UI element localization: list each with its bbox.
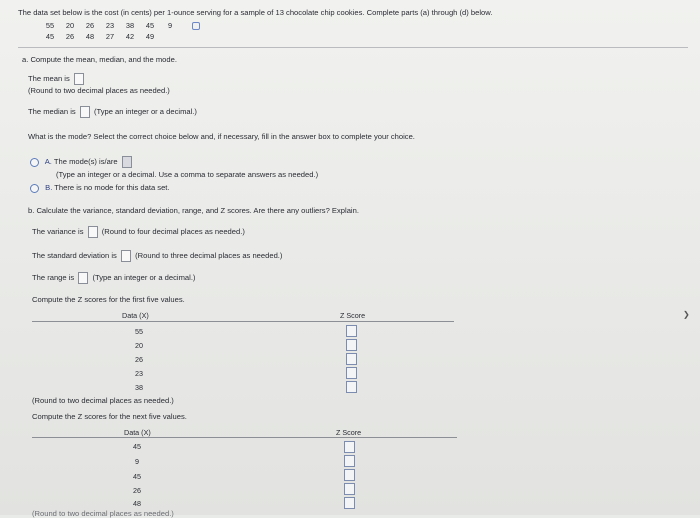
dataset-cell: 49 xyxy=(145,32,155,42)
option-b-radio[interactable] xyxy=(30,184,39,193)
z2-score-input[interactable] xyxy=(344,483,355,495)
median-label: The median is xyxy=(28,107,76,116)
mean-label: The mean is xyxy=(28,74,70,83)
dataset-cell: 20 xyxy=(65,21,75,31)
part-b-heading: b. Calculate the variance, standard deviation, range, and Z scores. Are there any outliers? Explain. xyxy=(28,206,359,215)
z-next-label: Compute the Z scores for the next five values. xyxy=(32,412,187,421)
option-a-letter: A. xyxy=(44,157,52,166)
part-a-heading: a. Compute the mean, median, and the mode. xyxy=(22,55,177,64)
z-first-label: Compute the Z scores for the first five values. xyxy=(32,295,185,304)
std-row xyxy=(32,250,282,262)
option-b-letter: B. xyxy=(45,183,53,192)
dataset-cell: 23 xyxy=(105,21,115,31)
z2-data-cell: 26 xyxy=(133,486,141,495)
option-a-text: The mode(s) is/are xyxy=(53,157,118,166)
mode-option-a[interactable] xyxy=(30,156,134,168)
z2-data-cell: 45 xyxy=(133,472,141,481)
mode-input[interactable] xyxy=(122,156,132,168)
z2-score-input[interactable] xyxy=(344,469,355,481)
mode-question: What is the mode? Select the correct choice below and, if necessary, fill in the answer box to complete your choice. xyxy=(28,132,415,141)
mean-hint: (Round to two decimal places as needed.) xyxy=(28,86,170,95)
range-input[interactable] xyxy=(78,272,88,284)
z-round-hint-2: (Round to two decimal places as needed.) xyxy=(32,509,174,518)
z1-data-cell: 23 xyxy=(135,369,143,378)
std-input[interactable] xyxy=(121,250,131,262)
z2-data-cell: 45 xyxy=(133,442,141,451)
median-hint: (Type an integer or a decimal.) xyxy=(93,107,197,116)
z2-score-input[interactable] xyxy=(344,455,355,467)
z1-score-input[interactable] xyxy=(346,339,357,351)
copy-data-icon[interactable] xyxy=(180,20,200,31)
dataset-row-2 xyxy=(40,31,200,42)
variance-row xyxy=(32,226,245,238)
dataset-table xyxy=(40,20,200,42)
option-a-hint: (Type an integer or a decimal. Use a comma to separate answers as needed.) xyxy=(56,170,319,179)
median-input[interactable] xyxy=(80,106,90,118)
mean-input[interactable] xyxy=(74,73,84,85)
dataset-row-1 xyxy=(40,20,200,31)
dataset-cell: 45 xyxy=(45,32,55,42)
variance-input[interactable] xyxy=(88,226,98,238)
range-hint: (Type an integer or a decimal.) xyxy=(92,273,196,282)
z-table-1-data-header: Data (X) xyxy=(122,311,149,320)
dataset-cell: 55 xyxy=(45,21,55,31)
z-table-2-score-header: Z Score xyxy=(336,428,362,437)
problem-prompt: The data set below is the cost (in cents) per 1-ounce serving for a sample of 13 chocolate chip cookies. Complete parts (a) through (d) below. xyxy=(18,8,493,17)
z1-data-cell: 26 xyxy=(135,355,143,364)
dataset-cell: 45 xyxy=(145,21,155,31)
scroll-arrow-icon[interactable]: ❯ xyxy=(683,310,690,319)
z1-data-cell: 20 xyxy=(135,341,143,350)
z-table-1-rule xyxy=(32,321,454,322)
z1-score-input[interactable] xyxy=(346,353,357,365)
dataset-cell: 26 xyxy=(85,21,95,31)
z-round-hint: (Round to two decimal places as needed.) xyxy=(32,396,174,405)
dataset-cell: 38 xyxy=(125,21,135,31)
z1-score-input[interactable] xyxy=(346,367,357,379)
z1-score-input[interactable] xyxy=(346,381,357,393)
mode-option-b[interactable] xyxy=(30,183,170,193)
z1-data-cell: 38 xyxy=(135,383,143,392)
dataset-cell: 48 xyxy=(85,32,95,42)
option-a-radio[interactable] xyxy=(30,158,39,167)
std-hint: (Round to three decimal places as needed.) xyxy=(135,251,283,260)
z2-score-input[interactable] xyxy=(344,497,355,509)
median-row xyxy=(28,106,197,118)
std-label: The standard deviation is xyxy=(32,251,117,260)
dataset-cell: 26 xyxy=(65,32,75,42)
variance-label: The variance is xyxy=(32,227,84,236)
z1-data-cell: 55 xyxy=(135,327,143,336)
z-table-2-data-header: Data (X) xyxy=(124,428,151,437)
range-row xyxy=(32,272,195,284)
dataset-cell: 42 xyxy=(125,32,135,42)
z2-data-cell: 9 xyxy=(135,457,139,466)
dataset-cell: 27 xyxy=(105,32,115,42)
option-b-text: There is no mode for this data set. xyxy=(54,183,170,192)
dataset-cell: 9 xyxy=(167,21,173,31)
z2-score-input[interactable] xyxy=(344,441,355,453)
z-table-2-rule xyxy=(32,437,457,438)
range-label: The range is xyxy=(32,273,75,282)
z1-score-input[interactable] xyxy=(346,325,357,337)
z-table-1-score-header: Z Score xyxy=(340,311,366,320)
mean-row xyxy=(28,73,86,85)
z2-data-cell: 48 xyxy=(133,499,141,508)
variance-hint: (Round to four decimal places as needed.) xyxy=(101,227,245,236)
section-divider xyxy=(18,47,688,48)
